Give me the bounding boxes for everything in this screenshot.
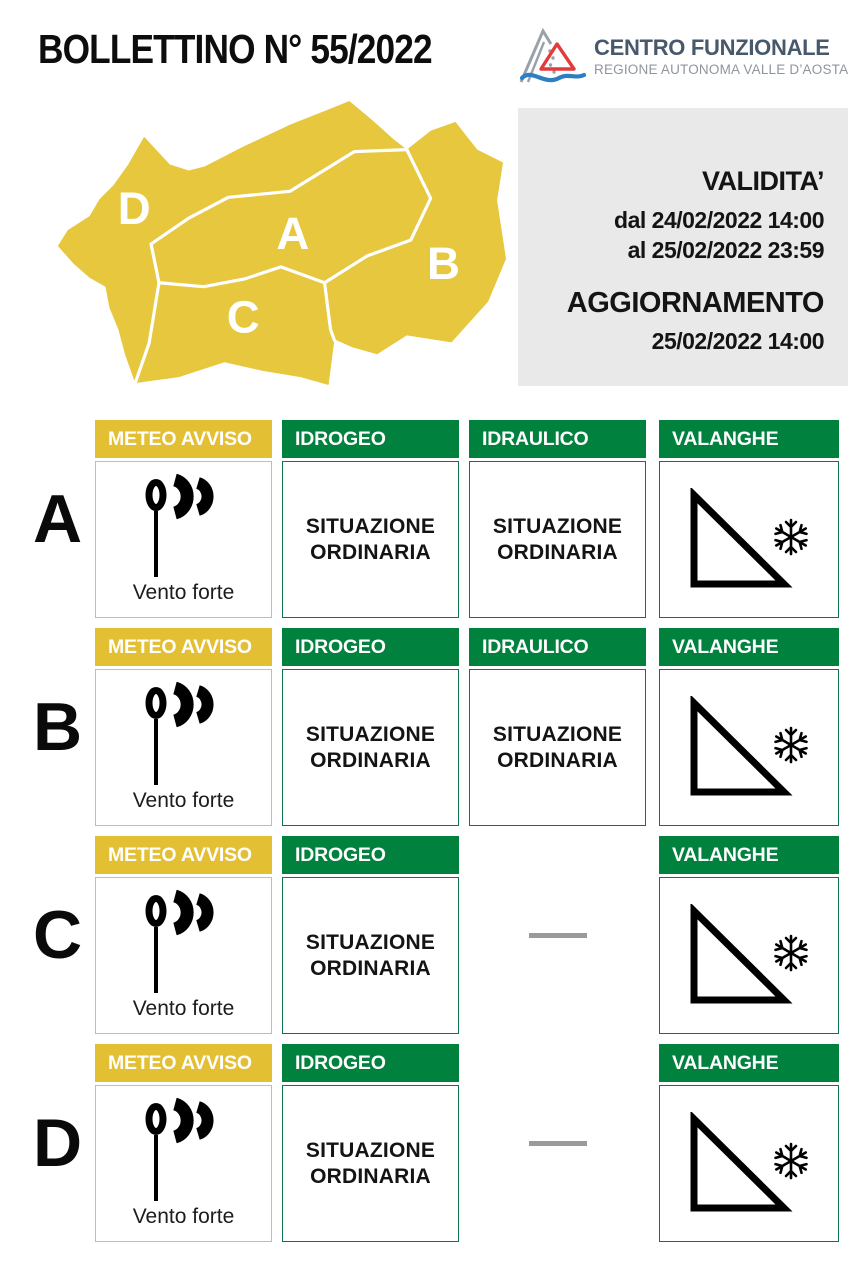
map-zone-label-b: B bbox=[427, 237, 461, 289]
idrogeo-body bbox=[282, 669, 459, 826]
valanghe-cell bbox=[659, 836, 839, 1034]
validity-title: VALIDITA’ bbox=[702, 166, 824, 196]
idrogeo-cell bbox=[282, 836, 459, 1034]
meteo-avviso-cell bbox=[95, 628, 272, 826]
windsock-icon bbox=[134, 681, 234, 789]
valanghe-body bbox=[659, 669, 839, 826]
windsock-caption: Vento forte bbox=[132, 581, 235, 604]
valanghe-body bbox=[659, 877, 839, 1034]
table-row-d bbox=[30, 1044, 839, 1242]
idrogeo-header: IDROGEO bbox=[282, 836, 459, 874]
map-zone-label-a: A bbox=[276, 207, 310, 259]
windsock-caption: Vento forte bbox=[132, 1205, 235, 1228]
windsock-icon-wrap bbox=[134, 1086, 234, 1205]
idrogeo-header: IDROGEO bbox=[282, 628, 459, 666]
meteo-avviso-body bbox=[95, 877, 272, 1034]
avalanche-snowflake-icon bbox=[684, 488, 814, 592]
meteo-avviso-header: METEO AVVISO bbox=[95, 628, 272, 666]
snowflake-icon bbox=[774, 728, 808, 762]
idraulico-cell bbox=[469, 628, 646, 826]
valanghe-cell bbox=[659, 1044, 839, 1242]
idrogeo-status-text: SITUAZIONE ORDINARIA bbox=[305, 1139, 436, 1188]
avalanche-snowflake-icon bbox=[684, 696, 814, 800]
zone-label-b: B bbox=[32, 689, 83, 765]
avalanche-snowflake-icon bbox=[684, 1112, 814, 1216]
table-row-c bbox=[30, 836, 839, 1034]
valanghe-body bbox=[659, 461, 839, 618]
logo-text bbox=[594, 35, 848, 77]
valanghe-header: VALANGHE bbox=[659, 420, 839, 458]
logo-title: CENTRO FUNZIONALE bbox=[594, 35, 830, 60]
centro-funzionale-logo bbox=[514, 20, 854, 92]
map-zone-label-d: D bbox=[117, 183, 151, 235]
idrogeo-status-text: SITUAZIONE ORDINARIA bbox=[305, 723, 436, 772]
zone-label-c: C bbox=[32, 897, 83, 973]
valanghe-header: VALANGHE bbox=[659, 628, 839, 666]
idraulico-header: IDRAULICO bbox=[469, 628, 646, 666]
meteo-avviso-body bbox=[95, 461, 272, 618]
idrogeo-cell bbox=[282, 628, 459, 826]
idrogeo-header: IDROGEO bbox=[282, 420, 459, 458]
idrogeo-cell bbox=[282, 1044, 459, 1242]
windsock-icon bbox=[134, 889, 234, 997]
idraulico-empty-cell bbox=[469, 836, 646, 1034]
idrogeo-body bbox=[282, 1085, 459, 1242]
mountain-wave-logo-icon bbox=[514, 20, 590, 92]
logo-subtitle: REGIONE AUTONOMA VALLE D’AOSTA bbox=[594, 62, 849, 77]
valanghe-cell bbox=[659, 420, 839, 618]
idraulico-empty-cell bbox=[469, 1044, 646, 1242]
meteo-avviso-body bbox=[95, 669, 272, 826]
windsock-caption: Vento forte bbox=[132, 789, 235, 812]
valanghe-header: VALANGHE bbox=[659, 836, 839, 874]
valanghe-cell bbox=[659, 628, 839, 826]
page-title: BOLLETTINO N° 55/2022 bbox=[38, 26, 432, 72]
windsock-icon-wrap bbox=[134, 670, 234, 789]
meteo-avviso-body bbox=[95, 1085, 272, 1242]
valanghe-header: VALANGHE bbox=[659, 1044, 839, 1082]
windsock-icon-wrap bbox=[134, 878, 234, 997]
windsock-icon bbox=[134, 1097, 234, 1205]
update-value: 25/02/2022 14:00 bbox=[651, 328, 824, 354]
idrogeo-header: IDROGEO bbox=[282, 1044, 459, 1082]
table-row-a bbox=[30, 420, 839, 618]
meteo-avviso-header: METEO AVVISO bbox=[95, 420, 272, 458]
meteo-avviso-header: METEO AVVISO bbox=[95, 836, 272, 874]
validity-from: dal 24/02/2022 14:00 bbox=[614, 207, 824, 233]
table-row-b bbox=[30, 628, 839, 826]
windsock-icon-wrap bbox=[134, 462, 234, 581]
idrogeo-cell bbox=[282, 420, 459, 618]
zone-label-d: D bbox=[32, 1105, 83, 1181]
validity-panel bbox=[518, 108, 848, 386]
windsock-caption: Vento forte bbox=[132, 997, 235, 1020]
windsock-icon bbox=[134, 473, 234, 581]
idraulico-status-text: SITUAZIONE ORDINARIA bbox=[492, 515, 623, 564]
map-zone-label-c: C bbox=[226, 291, 260, 343]
idraulico-body bbox=[469, 669, 646, 826]
snowflake-icon bbox=[774, 1144, 808, 1178]
valanghe-body bbox=[659, 1085, 839, 1242]
meteo-avviso-cell bbox=[95, 420, 272, 618]
empty-dash bbox=[529, 933, 587, 938]
validity-to: al 25/02/2022 23:59 bbox=[627, 237, 824, 263]
zone-label-a: A bbox=[32, 481, 83, 557]
avalanche-snowflake-icon bbox=[684, 904, 814, 1008]
update-title: AGGIORNAMENTO bbox=[566, 287, 824, 319]
idraulico-header: IDRAULICO bbox=[469, 420, 646, 458]
meteo-avviso-header: METEO AVVISO bbox=[95, 1044, 272, 1082]
idrogeo-status-text: SITUAZIONE ORDINARIA bbox=[305, 515, 436, 564]
empty-dash bbox=[529, 1141, 587, 1146]
snowflake-icon bbox=[774, 520, 808, 554]
idraulico-status-text: SITUAZIONE ORDINARIA bbox=[492, 723, 623, 772]
meteo-avviso-cell bbox=[95, 1044, 272, 1242]
idrogeo-body bbox=[282, 877, 459, 1034]
idrogeo-body bbox=[282, 461, 459, 618]
idraulico-body bbox=[469, 461, 646, 618]
idraulico-cell bbox=[469, 420, 646, 618]
idrogeo-status-text: SITUAZIONE ORDINARIA bbox=[305, 931, 436, 980]
zones-map bbox=[40, 95, 506, 393]
snowflake-icon bbox=[774, 936, 808, 970]
meteo-avviso-cell bbox=[95, 836, 272, 1034]
